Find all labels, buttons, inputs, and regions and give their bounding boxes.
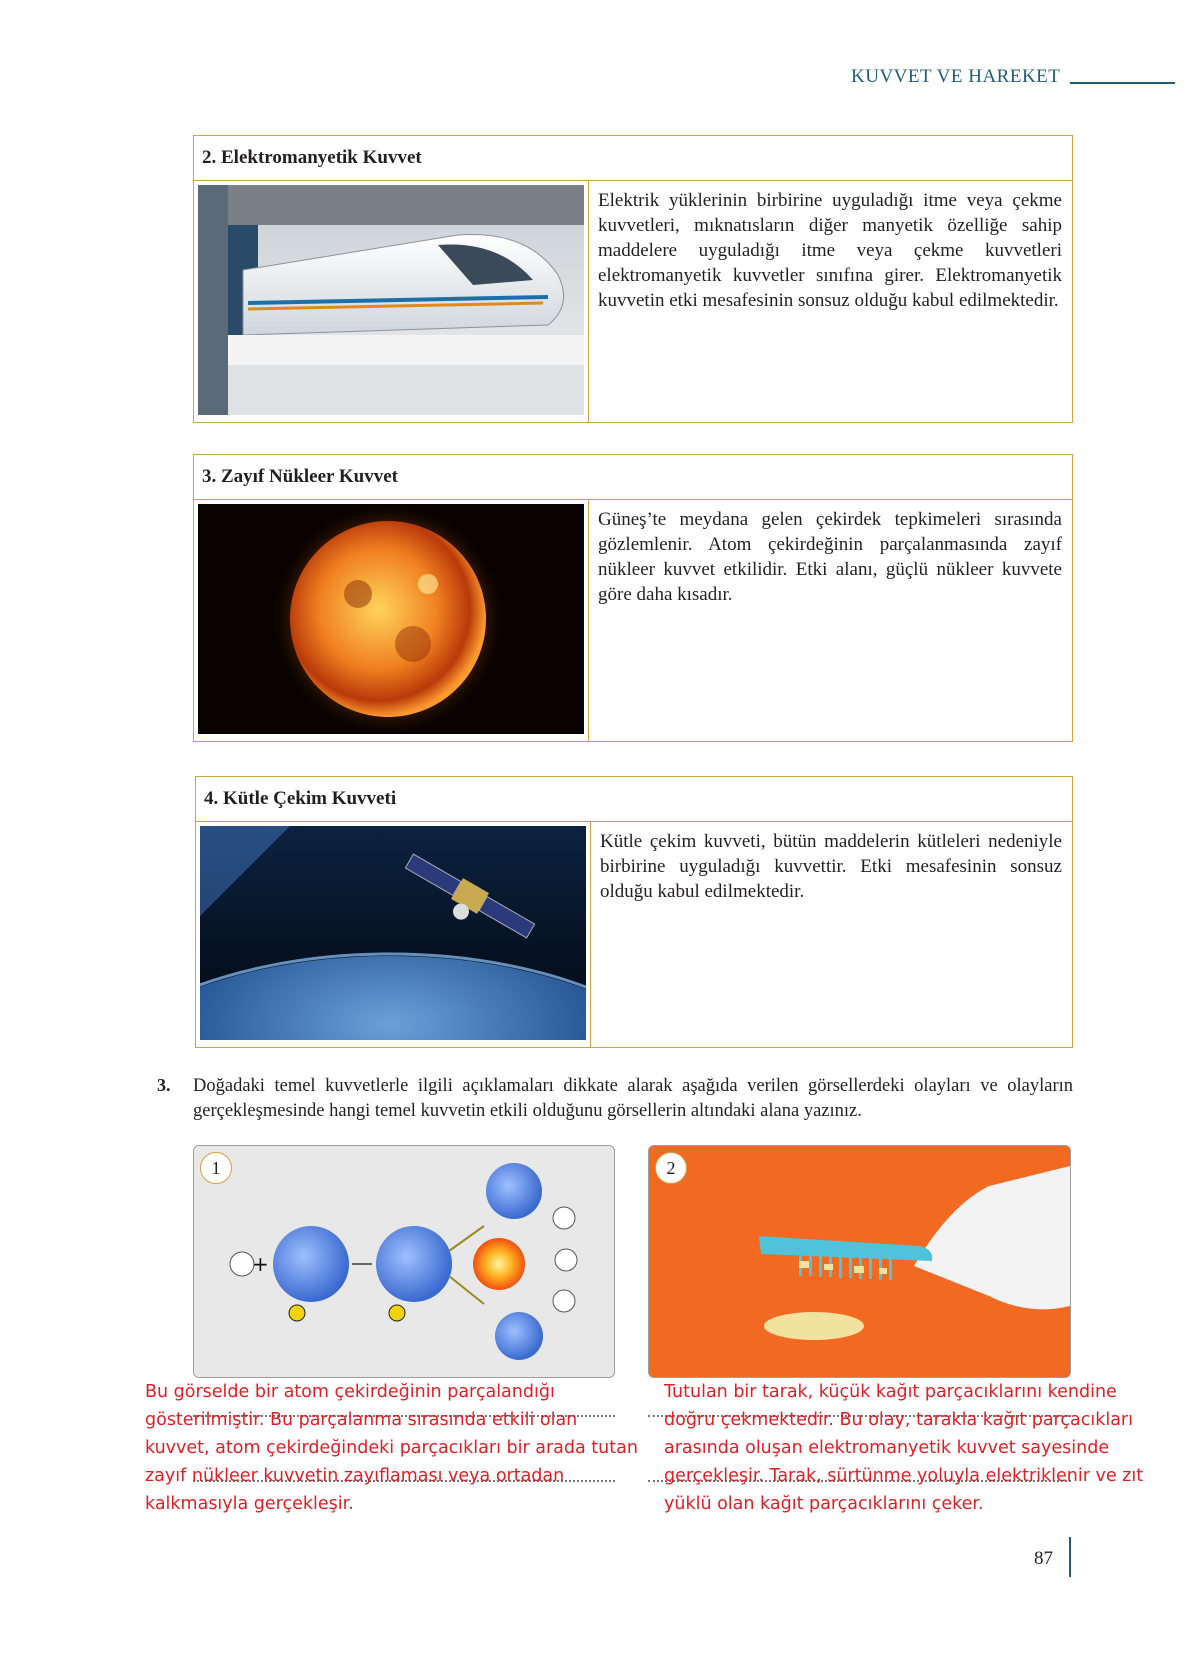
info-box-gravity: [195, 776, 1073, 1048]
nuclear-fission-diagram: [194, 1146, 614, 1377]
chapter-title: KUVVET VE HAREKET: [851, 66, 1061, 87]
header-rule: [1070, 82, 1175, 84]
answer-text-1: Bu görselde bir atom çekirdeğinin parçalandığı gösterilmiştir. Bu parçalanma sırasında etkili olan kuvvet, atom çekirdeğindeki parçacıkları bir arada tutan zayıf nükleer kuvvetin zayıflaması veya ortadan kalkmasıyla gerçekleşir.: [145, 1382, 638, 1514]
image-number-badge: 1: [200, 1152, 232, 1184]
box-description: Elektrik yüklerinin birbirine uyguladığı itme veya çekme kuvvetleri, mıknatısların diğer manyetik özelliğe sahip maddelere uyguladığı itme veya çekme kuvvetleri elektromanyetik kuvvetler sınıfına girer. Elektromanyetik kuvvetin etki mesafesinin sonsuz olduğu kabul edilmektedir.: [598, 190, 1062, 311]
maglev-train-image: [194, 181, 589, 422]
page-number: 87: [1034, 1548, 1053, 1569]
info-box-electromagnetic: [193, 135, 1073, 423]
comb-image-card: [648, 1145, 1071, 1378]
box-description: Güneş’te meydana gelen çekirdek tepkimeleri sırasında gözlemlenir. Atom çekirdeğinin parçalanmasında zayıf nükleer kuvvet etkilidir. Etki alanı, güçlü nükleer kuvvete göre daha kısadır.: [598, 509, 1062, 605]
sun-image: [194, 500, 589, 741]
image-number-badge: 2: [655, 1152, 687, 1184]
answer-text-2: Tutulan bir tarak, küçük kağıt parçacıklarını kendine doğru çekmektedir. Bu olay, tarakla kağıt parçacıkları arasında oluşan elektromanyetik kuvvet sayesinde gerçekleşir. Tarak, sürtünme yoluyla elektriklenir ve zıt yüklü olan kağıt parçacıklarını çeker.: [664, 1382, 1144, 1514]
box-title: 4. Kütle Çekim Kuvveti: [196, 777, 1072, 822]
box-title: 3. Zayıf Nükleer Kuvvet: [194, 455, 1072, 500]
info-box-weak-nuclear: [193, 454, 1073, 742]
comb-paper-photo: [649, 1146, 1070, 1377]
question-number: 3.: [157, 1075, 171, 1095]
svg-text:+: +: [252, 1252, 269, 1276]
page-number-bar: [1069, 1537, 1071, 1577]
fission-image-card: [193, 1145, 615, 1378]
box-description: Kütle çekim kuvveti, bütün maddelerin kütleleri nedeniyle birbirine uyguladığı kuvvettir. Etki mesafesinin sonsuz olduğu kabul edilmektedir.: [600, 831, 1062, 902]
box-title: 2. Elektromanyetik Kuvvet: [194, 136, 1072, 181]
question-text: Doğadaki temel kuvvetlerle ilgili açıklamaları dikkate alarak aşağıda verilen görsellerdeki olayları ve olayların gerçekleşmesinde hangi temel kuvvetin etkili olduğunu görsellerin altındaki alana yazınız.: [193, 1076, 1073, 1121]
satellite-earth-image: [196, 822, 591, 1047]
